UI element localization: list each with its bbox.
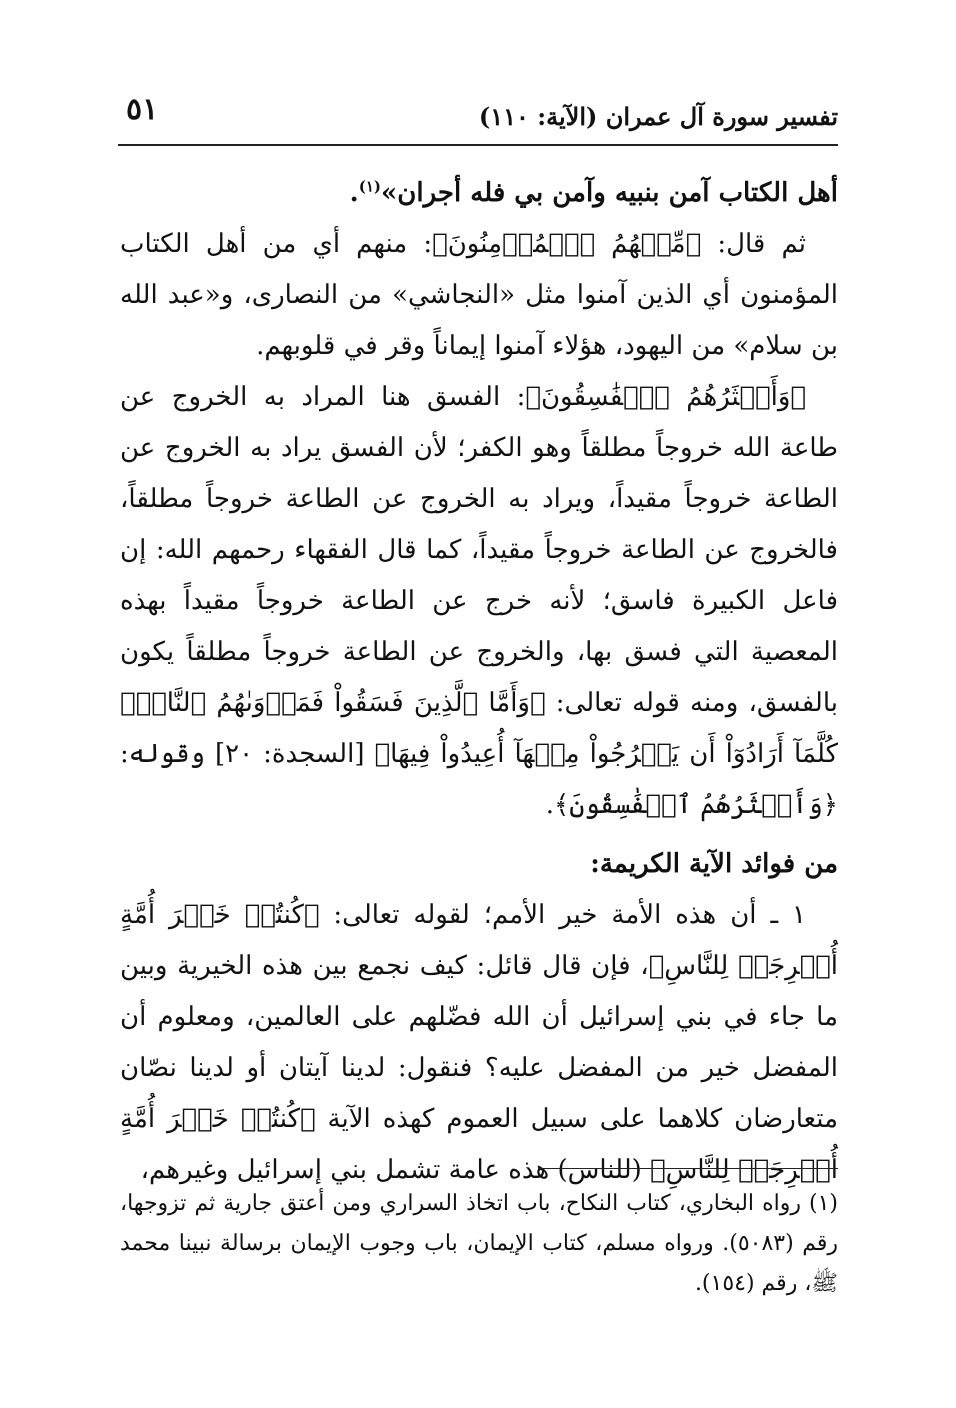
footnote-item — [120, 1184, 838, 1304]
hadith-period: . — [349, 178, 359, 208]
paragraph-hadith-end — [120, 168, 838, 219]
page-header — [118, 92, 838, 142]
footnote — [120, 1184, 838, 1304]
main-text — [120, 168, 838, 1196]
paragraph-fisq: ﴿وَأَكۡثَرُهُمُ ٱلۡفَٰسِقُونَ﴾: الفسق هنا المراد به الخروج عن طاعة الله خروجاً مطلقاً وهو الكفر؛ لأن الفسق يراد به الخروج عن الطاعة خروجاً مقيداً، ويراد به الخروج عن الطاعة خروجاً مطلقاً، فالخروج عن الطاعة خروجاً مقيداً، كما قال الفقهاء رحمهم الله: إن فاعل الكبيرة فاسق؛ لأنه خرج عن الطاعة خروجاً مقيداً بهذه المعصية التي فسق بها، والخروج عن الطاعة خروجاً مطلقاً يكون بالفسق، ومنه قوله تعالى: ﴿وَأَمَّا ٱلَّذِينَ فَسَقُواْ فَمَأۡوَىٰهُمُ ٱلنَّارُۖ كُلَّمَآ أَرَادُوٓاْ أَن يَخۡرُجُواْ مِنۡهَآ أُعِيدُواْ فِيهَا﴾ [السجدة: ٢٠] وقوله: ﴿وَأَكۡثَرُهُمُ ٱلۡفَٰسِقُونَ﴾. — [120, 382, 839, 820]
hadith-text: أهل الكتاب آمن بنبيه وآمن بي فله أجران» — [381, 178, 838, 208]
paragraph-believers: ثم قال: ﴿مِّنۡهُمُ ٱلۡمُؤۡمِنُونَ﴾: منهم أي من أهل الكتاب المؤمنون أي الذين آمنوا مثل «النجاشي» من النصارى، و«عبد الله بن سلام» من اليهود، هؤلاء آمنوا إيماناً وقر في قلوبهم. — [120, 229, 838, 361]
paragraph-benefit-1: ١ ـ أن هذه الأمة خير الأمم؛ لقوله تعالى: ﴿كُنتُمۡ خَيۡرَ أُمَّةٍ أُخۡرِجَتۡ لِلنَّاسِ﴾، فإن قال قائل: كيف نجمع بين هذه الخيرية وبين ما جاء في بني إسرائيل أن الله فضّلهم على العالمين، ومعلوم أن المفضل خير من المفضل عليه؟ فنقول: لدينا آيتان أو لدينا نصّان متعارضان كلاهما على سبيل العموم كهذه الآية ﴿كُنتُمۡ خَيۡرَ أُمَّةٍ أُخۡرِجَتۡ لِلنَّاسِ﴾ (للناس) هذه عامة تشمل بني إسرائيل وغيرهم، — [120, 900, 838, 1185]
footnote-text: رواه البخاري، كتاب النكاح، باب اتخاذ السراري ومن أعتق جارية ثم تزوجها، رقم (٥٠٨٣). ورواه مسلم، كتاب الإيمان، باب وجوب الإيمان برسالة نبينا محمد ﷺ، رقم (١٥٤). — [120, 1191, 838, 1296]
section-heading: من فوائد الآية الكريمة: — [590, 849, 838, 879]
footnote-divider — [538, 1168, 838, 1169]
page-number: ٥١ — [126, 92, 159, 127]
footnote-ref: (١) — [358, 177, 382, 196]
footnote-marker: (١) — [808, 1191, 838, 1216]
running-title: تفسير سورة آل عمران (الآية: ١١٠) — [478, 102, 838, 131]
header-divider — [118, 144, 838, 146]
